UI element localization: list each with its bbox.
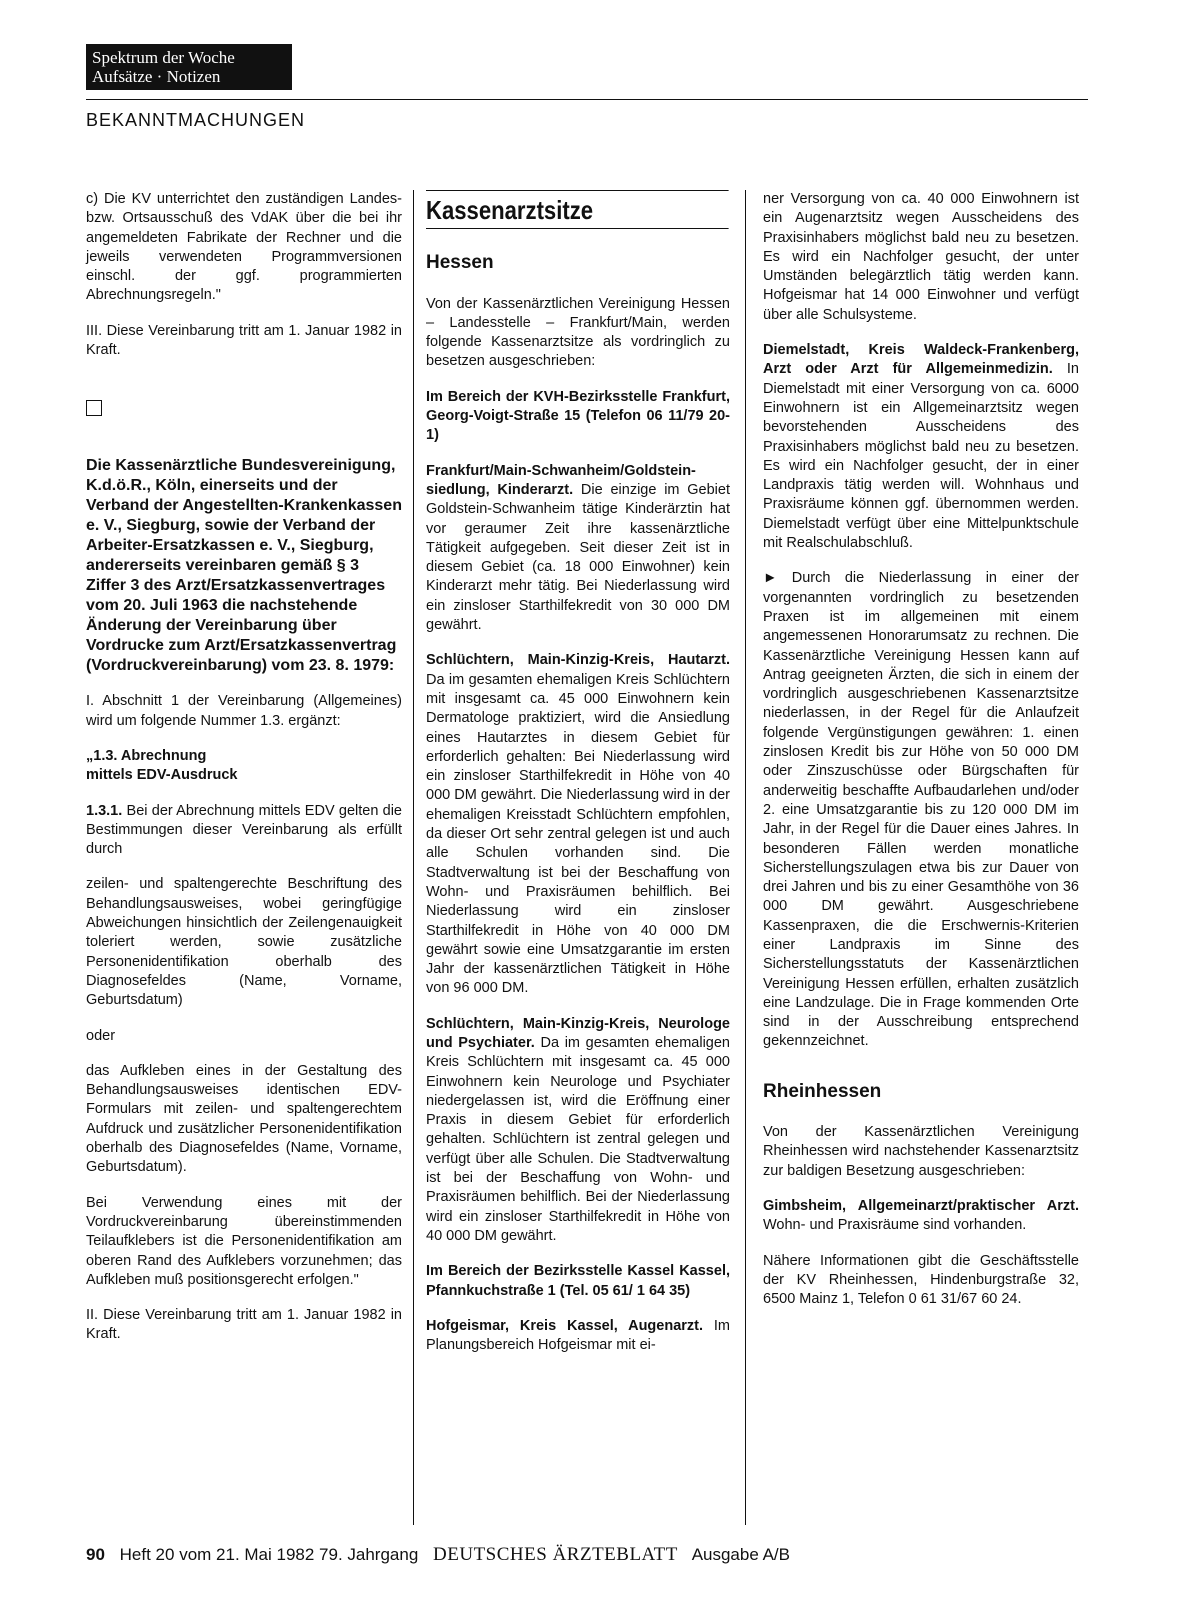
page-footer bbox=[86, 1544, 790, 1566]
subheading-line-2: mittels EDV-Ausdruck bbox=[86, 767, 238, 784]
listing bbox=[426, 651, 730, 998]
subheading-line-1: „1.3. Abrechnung bbox=[86, 747, 207, 764]
paragraph-lead: 1.3.1. bbox=[86, 802, 123, 819]
area-heading: Im Bereich der Bezirksstelle Kassel Kassel, Pfannkuchstraße 1 (Tel. 05 61/ 1 64 35) bbox=[426, 1263, 730, 1299]
region-heading: Rheinhessen bbox=[763, 1080, 882, 1102]
paragraph: Nähere Informationen gibt die Geschäftsstelle der KV Rheinhessen, Hindenburgstraße 32, 6500 Mainz 1, Telefon 0 61 31/67 60 24. bbox=[763, 1252, 1079, 1308]
paragraph: zeilen- und spaltengerechte Beschriftung des Behandlungsausweises, wobei geringfügige Abweichungen hinsichtlich der Zeilengenauigkeit toleriert werden, sowie zusätzliche Personenidentifikation oberhalb des Diagnosefeldes (Name, Vorname, Geburtsdatum) bbox=[86, 876, 402, 1009]
paragraph: Bei Verwendung eines mit der Vordruckvereinbarung übereinstimmenden Teilaufklebers ist die Personenidentifikation am oberen Rand des Aufklebers vorzunehmen; das Aufkleben muß positionsgerecht erfolgen." bbox=[86, 1194, 402, 1288]
article-title: Kassenarztsitze bbox=[426, 190, 728, 229]
listing bbox=[426, 462, 730, 636]
listing-body: Die einzige im Gebiet Goldstein-Schwanheim tätige Kinderärztin hat vor geraumer Zeit ihre kassenärztliche Tätigkeit aufgegeben. Seit dieser Zeit ist in diesem Gebiet (ca. 18 000 Einwohner) kein Kinderarzt mehr tätig. Bei Niederlassung wird ein zinsloser Starthilfekredit von 30 000 DM gewährt. bbox=[426, 481, 730, 634]
listing-body: Da im gesamten ehemaligen Kreis Schlüchtern mit insgesamt ca. 45 000 Einwohnern kein Dermatologe praktiziert, wird die Ansiedlung eines Hautarztes in diesem Gebiet für erforderlich gehalten: Bei Niederlassung wird ein zinsloser Starthilfekredit in Höhe von 40 000 DM gewährt. Die Niederlassung wird in der ehemaligen Kreisstadt Schlüchtern empfohlen, da dieser Ort sehr zentral gelegen ist und auch alle Schulen vorhanden sind. Die Stadtverwaltung ist bei der Beschaffung von Wohn- und Praxisräumen behilflich. Bei Niederlassung wird ein zinsloser Starthilfekredit in Höhe von 40 000 DM gewährt sowie eine Umsatzgarantie im ersten Jahr der kassenärztlichen Tätigkeit in Höhe von 96 000 DM. bbox=[426, 671, 730, 997]
page-number: 90 bbox=[86, 1545, 105, 1564]
listing-lead: Frankfurt/Main-Schwanheim/Goldstein-siedlung, Kinderarzt. bbox=[426, 462, 696, 498]
badge-line-1: Spektrum der Woche bbox=[92, 48, 235, 67]
listing bbox=[763, 1197, 1079, 1236]
issue-info: Heft 20 vom 21. Mai 1982 79. Jahrgang bbox=[119, 1545, 419, 1564]
paragraph: das Aufkleben eines in der Gestaltung des Behandlungsausweises identischen EDV-Formulars mit zeilen- und spaltengerechtem Aufdruck und zusätzlicher Personenidentifikation oberhalb des Diagnosefeldes (Name, Vorname, Geburtsdatum). bbox=[86, 1062, 402, 1176]
listing-lead: Schlüchtern, Main-Kinzig-Kreis, Neurologe und Psychiater. bbox=[426, 1015, 730, 1051]
paragraph: Von der Kassenärztlichen Vereinigung Rheinhessen wird nachstehender Kassenarztsitz zur baldigen Besetzung ausgeschrieben: bbox=[763, 1124, 1079, 1179]
paragraph: c) Die KV unterrichtet den zuständigen Landes- bzw. Ortsausschuß des VdAK über die bei ihr angemeldeten Fabrikate der Rechner und die jeweils verwendeten Programmversionen einschl. der ggf. programmierten Abrechnungsregeln." bbox=[86, 191, 402, 304]
paragraph: oder bbox=[86, 1027, 116, 1044]
listing-body: In Diemelstadt mit einer Versorgung von ca. 6000 Einwohnern ist ein Allgemeinarztsitz wegen bevorstehenden Ausscheidens des Praxisinhabers möglichst bald neu zu besetzen. Es wird ein Nachfolger gesucht, der in einer Landpraxis tätig werden will. Wohnhaus und Praxisräume können ggf. übernommen werden. Diemelstadt verfügt über eine Mittelpunktschule mit Realschulabschluß. bbox=[763, 361, 1079, 552]
listing-body: Wohn- und Praxisräume sind vorhanden. bbox=[763, 1217, 1027, 1234]
paragraph: III. Diese Vereinbarung tritt am 1. Januar 1982 in Kraft. bbox=[86, 322, 402, 359]
listing bbox=[426, 1015, 730, 1247]
listing-lead: Hofgeismar, Kreis Kassel, Augenarzt. bbox=[426, 1317, 704, 1334]
column-1 bbox=[86, 190, 402, 1361]
listing-lead: Gimbsheim, Allgemeinarzt/praktischer Arzt. bbox=[763, 1197, 1079, 1214]
section-title: BEKANNTMACHUNGEN bbox=[86, 110, 306, 130]
header-rule bbox=[86, 99, 1088, 100]
edition: Ausgabe A/B bbox=[691, 1545, 790, 1564]
region-heading: Hessen bbox=[426, 252, 494, 274]
note-paragraph bbox=[763, 569, 1079, 1051]
paragraph-body: Bei der Abrechnung mittels EDV gelten die Bestimmungen dieser Vereinbarung als erfüllt durch bbox=[86, 802, 402, 858]
subheading bbox=[86, 747, 402, 786]
column-3 bbox=[763, 190, 1079, 1325]
paragraph: ner Versorgung von ca. 40 000 Einwohnern ist ein Augenarztsitz wegen Ausscheidens des Praxisinhabers möglichst bald neu zu besetzen. Es wird ein Nachfolger gesucht, der unter Umständen belegärztlich tätig werden kann. Hofgeismar hat 14 000 Einwohner und verfügt über alle Schulsysteme. bbox=[763, 191, 1079, 323]
area-heading: Im Bereich der KVH-Bezirksstelle Frankfurt, Georg-Voigt-Straße 15 (Telefon 06 11/79 20-1) bbox=[426, 388, 730, 444]
section-badge bbox=[86, 44, 292, 90]
paragraph: Von der Kassenärztlichen Vereinigung Hessen – Landesstelle – Frankfurt/Main, werden folgende Kassenarztsitze als vordringlich zu besetzen ausgeschrieben: bbox=[426, 295, 730, 370]
listing-lead: Diemelstadt, Kreis Waldeck-Frankenberg, Arzt oder Arzt für Allgemeinmedizin. bbox=[763, 342, 1079, 378]
paragraph: I. Abschnitt 1 der Vereinbarung (Allgemeines) wird um folgende Nummer 1.3. ergänzt: bbox=[86, 693, 402, 729]
paragraph bbox=[86, 802, 402, 860]
badge-line-2: Aufsätze · Notizen bbox=[92, 67, 221, 86]
listing-body: Da im gesamten ehemaligen Kreis Schlüchtern mit insgesamt ca. 45 000 Einwohnern kein Neurologe und Psychiater niedergelassen ist, wird die Eröffnung einer Praxis in diesem Gebiet für erforderlich gehalten. Schlüchtern ist zentral gelegen und verfügt über alle Schulen. Die Stadtverwaltung ist bei der Beschaffung von Wohn- und Praxisräumen behilflich. Bei der Niederlassung wird ein zinsloser Starthilfekredit in Höhe von 40 000 DM gewährt. bbox=[426, 1034, 730, 1244]
listing bbox=[426, 1317, 730, 1356]
listing-lead: Schlüchtern, Main-Kinzig-Kreis, Hautarzt. bbox=[426, 652, 730, 669]
magazine-name: DEUTSCHES ÄRZTEBLATT bbox=[433, 1544, 678, 1565]
column-2 bbox=[426, 190, 730, 1371]
end-box-icon bbox=[86, 400, 102, 416]
column-divider-1 bbox=[413, 190, 414, 1525]
paragraph: II. Diese Vereinbarung tritt am 1. Januar 1982 in Kraft. bbox=[86, 1307, 402, 1343]
listing-body: Im Planungsbereich Hofgeismar mit ei- bbox=[426, 1317, 730, 1354]
listing bbox=[763, 341, 1079, 553]
arrow-icon: ► bbox=[763, 570, 778, 587]
note-body: Durch die Niederlassung in einer der vorgenannten vordringlich zu besetzenden Praxen ist im allgemeinen mit einem angemessenen Honorarumsatz zu rechnen. Die Kassenärztliche Vereinigung Hessen kann auf Antrag geeigneten Ärzten, die sich in einem der vordringlich ausgeschriebenen Kassenarztsitze niederlassen, in der Regel für die Anlaufzeit folgende Vergünstigungen gewähren: 1. einen zinslosen Kredit bis zur Höhe von 50 000 DM oder Zinszuschüsse oder Bürgschaften für anderweitig beschaffte Aufbaudarlehen und/oder 2. eine Umsatzgarantie bis zu 120 000 DM im Jahr, in der Regel für die Dauer eines Jahres. In besonderen Fällen werden monatliche Sicherstellungszulagen etwa bis zur Dauer von drei Jahren und bis zu einer Gesamthöhe von 36 000 DM gewährt. Ausgeschriebene Kassenpraxen, die die Erschwernis-Kriterien einer Landpraxis im Sinne des Sicherstellungsstatuts der Kassenärztlichen Vereinigung Hessen erfüllen, erhalten zusätzlich eine Landzulage. Die in Frage kommenden Orte sind in der Ausschreibung entsprechend gekennzeichnet. bbox=[763, 570, 1079, 1050]
column-divider-2 bbox=[745, 190, 746, 1525]
agreement-heading: Die Kassenärztliche Bundesvereinigung, K.d.ö.R., Köln, einerseits und der Verband der Angestellten-Krankenkassen e. V., Siegburg, sowie der Verband der Arbeiter-Ersatzkassen e. V., Siegburg, andererseits vereinbaren gemäß § 3 Ziffer 3 des Arzt/Ersatzkassenvertrages vom 20. Juli 1963 die nachstehende Änderung der Vereinbarung über Vordrucke zum Arzt/Ersatzkassenvertrag (Vordruckvereinbarung) vom 23. 8. 1979: bbox=[86, 457, 402, 675]
